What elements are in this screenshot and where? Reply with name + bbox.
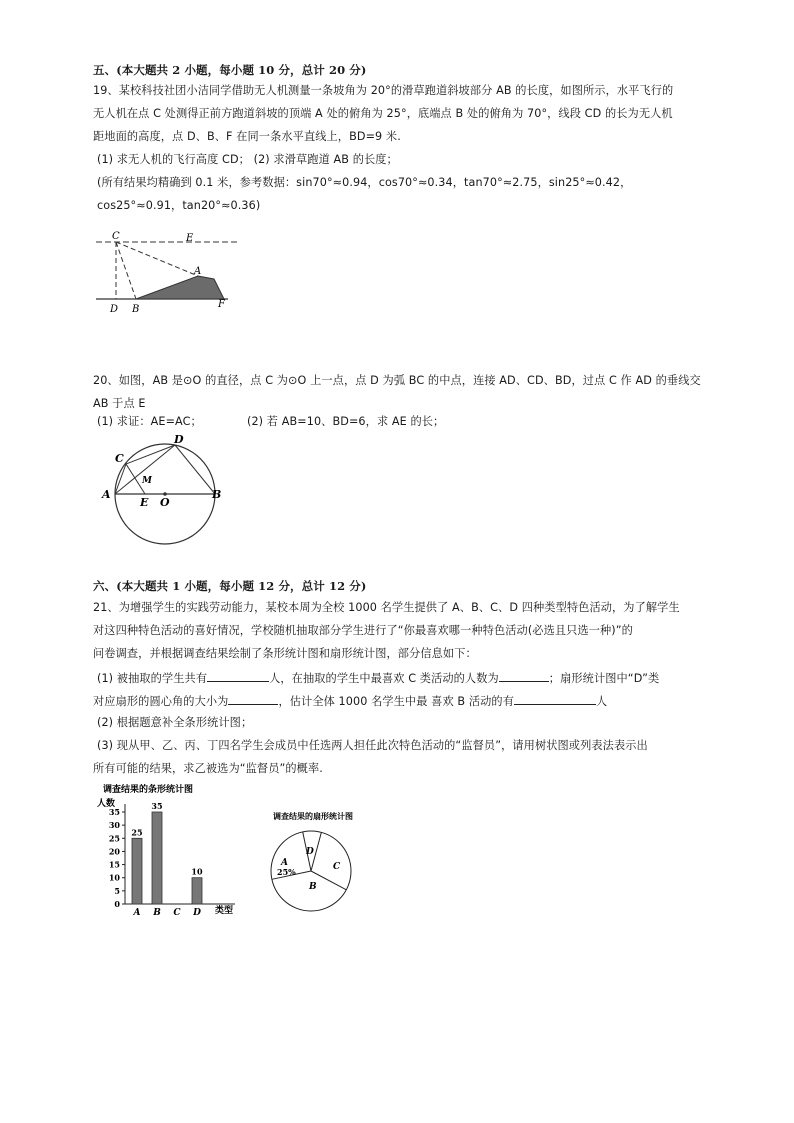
y-tick-label: 15 <box>108 859 120 870</box>
segment-cd <box>126 445 175 464</box>
pie-slice-label-d: D <box>306 847 314 857</box>
bar-value-label: 10 <box>191 866 203 877</box>
bar-value-label: 25 <box>131 827 143 838</box>
label-e: E <box>186 233 194 244</box>
bar-a <box>132 838 142 904</box>
q21-p2-text-a: 对应扇形的圆心角的大小为 <box>93 695 229 708</box>
pie-slice-label-a: A <box>281 858 288 868</box>
bar-chart-xlabel: 类型 <box>215 906 234 916</box>
label-b: B <box>132 304 140 315</box>
label-c: C <box>115 452 124 465</box>
bar-value-label: 35 <box>151 801 163 811</box>
pie-chart <box>265 808 385 918</box>
x-category-label: B <box>153 908 161 918</box>
q19-reference-data-2: cos25°≈0.91，tan20°≈0.36) <box>97 199 261 212</box>
q21-part-3-line-1: (3) 现从甲、乙、丙、丁四名学生会成员中任选两人担任此次特色活动的“监督员”，请用树状图或列表法表示出 <box>97 739 648 752</box>
y-tick-label: 0 <box>114 899 120 909</box>
blank-b-estimate[interactable] <box>514 693 596 705</box>
bar-layer <box>109 801 235 918</box>
q21-part-3-line-2: 所有可能的结果，求乙被选为“监督员”的概率. <box>93 762 323 775</box>
q21-line-1: 21、为增强学生的实践劳动能力，某校本周为全校 1000 名学生提供了 A、B、C、D 四种类型特色活动，为了解学生 <box>93 601 680 614</box>
label-m: M <box>142 476 152 486</box>
blank-total-students[interactable] <box>207 670 269 682</box>
label-f: F <box>218 299 225 310</box>
pie-chart-title: 调查结果的扇形统计图 <box>273 811 353 821</box>
q19-line-2: 无人机在点 C 处测得正前方跑道斜坡的顶端 A 处的俯角为 25°，底端点 B 处的俯角为 70°，线段 CD 的长为无人机 <box>93 107 673 120</box>
slope-shape <box>136 276 224 299</box>
q21-part-1-line-2 <box>93 693 607 709</box>
q20-line-2: AB 于点 E <box>93 397 146 410</box>
q21-p2-text-c: 人 <box>595 695 608 708</box>
bar-d <box>192 878 202 904</box>
label-d: D <box>174 433 184 446</box>
q19-line-1: 19、某校科技社团小洁同学借助无人机测量一条坡角为 20°的滑草跑道斜坡部分 AB 的长度，如图所示，水平飞行的 <box>93 84 674 97</box>
q20-line-1: 20、如图，AB 是⊙O 的直径，点 C 为⊙O 上一点，点 D 为弧 BC 的中点，连接 AD、CD、BD，过点 C 作 AD 的垂线交 <box>93 374 701 387</box>
q21-p2-text-b: ，估计全体 1000 名学生中最 喜欢 B 活动的有 <box>278 695 514 708</box>
y-tick-label: 35 <box>108 807 120 817</box>
pie-slice-label-b: B <box>309 882 317 892</box>
q21-p1-text-b: 人，在抽取的学生中最喜欢 C 类活动的人数为 <box>269 672 499 685</box>
label-a: A <box>102 488 111 501</box>
q19-line-3: 距地面的高度，点 D、B、F 在同一条水平直线上，BD=9 米. <box>93 130 401 143</box>
label-a: A <box>194 266 202 277</box>
q21-part-1-line-1 <box>97 670 659 686</box>
pie-layer <box>271 831 351 911</box>
pie-slice-label-c: C <box>333 862 341 872</box>
label-e: E <box>140 496 149 509</box>
section-6-heading: 六、(本大题共 1 小题，每小题 12 分，总计 12 分) <box>93 579 367 593</box>
segment-cb <box>116 242 136 299</box>
q21-line-2: 对这四种特色活动的喜好情况，学校随机抽取部分学生进行了“你最喜欢哪一种特色活动(必选且只选一种)”的 <box>93 624 633 637</box>
pie-slice-value-a: 25% <box>277 867 296 877</box>
q19-reference-data-1: (所有结果均精确到 0.1 米，参考数据：sin70°≈0.94，cos70°≈0.34，tan70°≈2.75，sin25°≈0.42， <box>97 176 632 189</box>
bar-chart <box>95 782 255 922</box>
q20-sub-1: (1) 求证：AE=AC； <box>97 415 202 428</box>
bar-chart-title: 调查结果的条形统计图 <box>103 785 194 795</box>
q20-figure <box>98 432 238 552</box>
bar-chart-ylabel: 人数 <box>97 799 116 809</box>
x-category-label: C <box>173 908 181 918</box>
bar-b <box>152 812 162 904</box>
blank-c-count[interactable] <box>499 670 549 682</box>
label-d: D <box>110 304 119 315</box>
label-b: B <box>212 488 222 501</box>
q19-figure <box>90 228 250 318</box>
x-category-label: A <box>133 908 141 918</box>
label-c: C <box>112 231 120 242</box>
q21-p1-text-a: (1) 被抽取的学生共有 <box>97 672 208 685</box>
x-category-label: D <box>193 908 201 918</box>
q19-subquestions: (1) 求无人机的飞行高度 CD； (2) 求滑草跑道 AB 的长度； <box>97 153 398 166</box>
label-o: O <box>160 496 170 509</box>
q20-sub-2: (2) 若 AB=10、BD=6，求 AE 的长； <box>247 415 445 428</box>
y-tick-label: 25 <box>108 833 120 844</box>
y-tick-label: 10 <box>108 872 120 883</box>
q21-p1-text-c: ；扇形统计图中“D”类 <box>548 672 660 685</box>
section-5-heading: 五、(本大题共 2 小题，每小题 10 分，总计 20 分) <box>93 63 367 77</box>
y-tick-label: 5 <box>114 885 120 896</box>
blank-d-angle[interactable] <box>228 693 278 705</box>
segment-ca <box>116 242 198 276</box>
q21-part-2: (2) 根据题意补全条形统计图； <box>97 716 253 729</box>
y-tick-label: 30 <box>108 820 120 831</box>
q21-line-3: 问卷调查，并根据调查结果绘制了条形统计图和扇形统计图，部分信息如下： <box>93 647 477 660</box>
y-tick-label: 20 <box>108 846 120 857</box>
